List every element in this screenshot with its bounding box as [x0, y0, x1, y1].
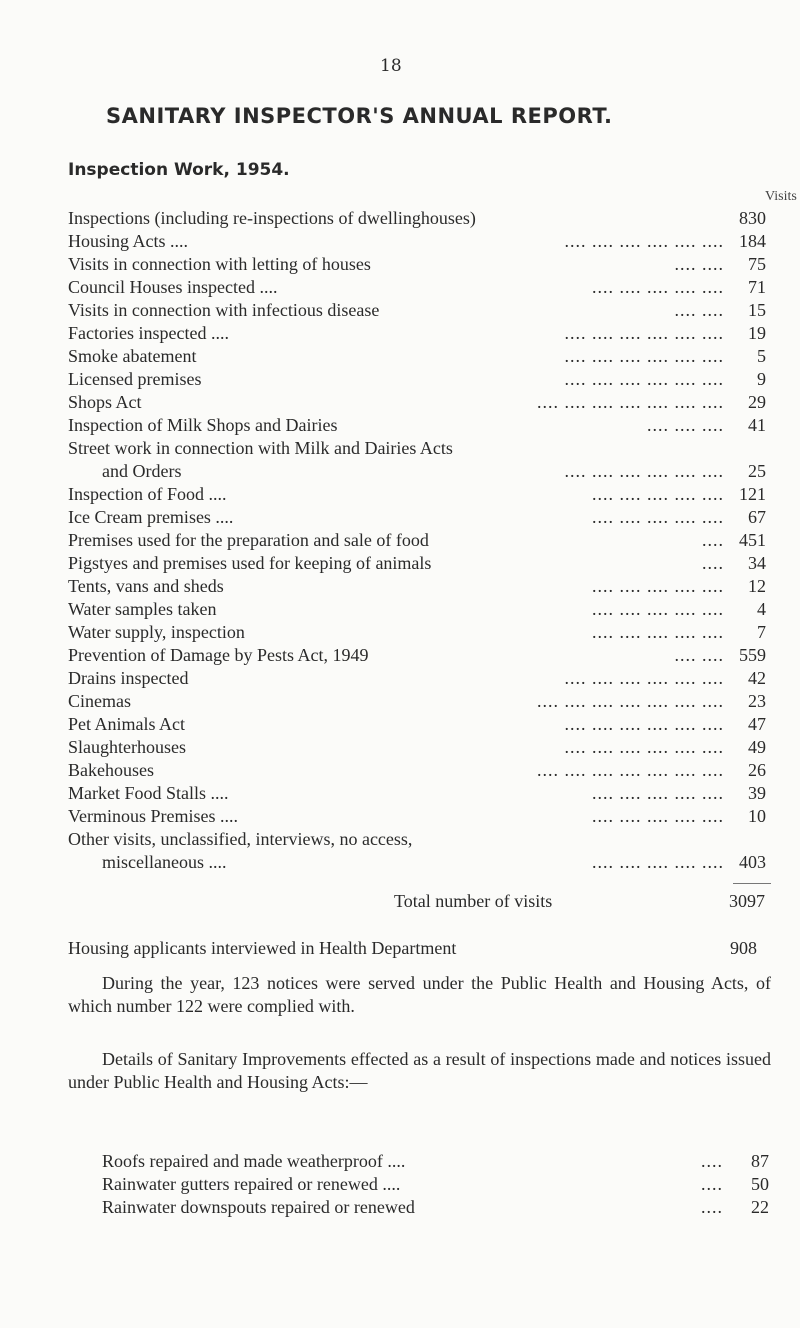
- row-value: 10: [748, 806, 766, 826]
- table-row: [68, 713, 768, 736]
- row-value: 23: [748, 691, 766, 711]
- leader-dots: .... .... .... .... ....: [592, 277, 724, 297]
- row-value: 121: [739, 484, 766, 504]
- table-row: [68, 690, 768, 713]
- table-row: [68, 276, 768, 299]
- page-number: 18: [380, 56, 402, 76]
- section-title: Inspection Work, 1954.: [68, 160, 290, 180]
- leader-dots: .... ....: [674, 645, 724, 665]
- table-row: [68, 460, 768, 483]
- row-label: Street work in connection with Milk and Dairies Acts: [68, 438, 453, 458]
- table-row: [68, 437, 768, 460]
- leader-dots: .... .... .... .... .... .... ....: [537, 760, 724, 780]
- row-value: 25: [748, 461, 766, 481]
- leader-dots: .... .... .... .... .... ....: [564, 668, 724, 688]
- row-value: 4: [757, 599, 766, 619]
- row-value: 26: [748, 760, 766, 780]
- row-label: Cinemas: [68, 691, 131, 711]
- details-paragraph: Details of Sanitary Improvements effected as a result of inspections made and notices issued under Public Health and Housing Acts:—: [68, 1049, 771, 1092]
- table-row: [68, 506, 768, 529]
- table-row: [68, 759, 768, 782]
- improvement-value: 22: [751, 1197, 769, 1217]
- leader-dots: ....: [701, 1197, 723, 1217]
- leader-dots: .... .... .... .... ....: [592, 852, 724, 872]
- table-row: [68, 414, 768, 437]
- row-value: 71: [748, 277, 766, 297]
- table-row: [68, 575, 768, 598]
- notices-paragraph: During the year, 123 notices were served under the Public Health and Housing Acts, of which number 122 were complied with.: [68, 973, 771, 1016]
- improvement-row: [102, 1196, 771, 1219]
- table-row: [68, 253, 768, 276]
- visits-column-header: Visits: [765, 189, 797, 204]
- row-value: 75: [748, 254, 766, 274]
- table-row: [68, 322, 768, 345]
- row-value: 42: [748, 668, 766, 688]
- row-label: Visits in connection with letting of houses: [68, 254, 371, 274]
- table-row: [68, 207, 768, 230]
- leader-dots: .... .... .... .... ....: [592, 783, 724, 803]
- row-label: Pigstyes and premises used for keeping of animals: [68, 553, 432, 573]
- row-value: 34: [748, 553, 766, 573]
- row-label: Verminous Premises ....: [68, 806, 238, 826]
- housing-applicants-value: 908: [730, 938, 757, 958]
- row-label: Smoke abatement: [68, 346, 197, 366]
- row-value: 19: [748, 323, 766, 343]
- row-value: 9: [757, 369, 766, 389]
- row-label: Water supply, inspection: [68, 622, 245, 642]
- row-label: Licensed premises: [68, 369, 202, 389]
- row-label: Factories inspected ....: [68, 323, 229, 343]
- improvement-value: 50: [751, 1174, 769, 1194]
- table-row: [68, 736, 768, 759]
- row-value: 559: [739, 645, 766, 665]
- improvement-row: [102, 1173, 771, 1196]
- table-row: [68, 644, 768, 667]
- total-value: 3097: [729, 891, 765, 911]
- leader-dots: .... .... .... .... ....: [592, 622, 724, 642]
- row-value: 830: [739, 208, 766, 228]
- table-row: [68, 828, 768, 851]
- row-label: Drains inspected: [68, 668, 189, 688]
- row-label: Inspection of Milk Shops and Dairies: [68, 415, 338, 435]
- row-label: Bakehouses: [68, 760, 154, 780]
- row-label: Tents, vans and sheds: [68, 576, 224, 596]
- leader-dots: .... .... .... .... ....: [592, 806, 724, 826]
- improvement-label: Rainwater gutters repaired or renewed ....: [102, 1174, 401, 1194]
- leader-dots: ....: [701, 1151, 723, 1171]
- row-label: Ice Cream premises ....: [68, 507, 234, 527]
- leader-dots: .... ....: [674, 300, 724, 320]
- row-value: 12: [748, 576, 766, 596]
- row-value: 47: [748, 714, 766, 734]
- row-value: 7: [757, 622, 766, 642]
- leader-dots: .... .... .... .... .... ....: [564, 461, 724, 481]
- leader-dots: .... .... .... .... ....: [592, 484, 724, 504]
- row-label: Shops Act: [68, 392, 142, 412]
- row-label: Inspection of Food ....: [68, 484, 227, 504]
- leader-dots: ....: [702, 530, 724, 550]
- leader-dots: ....: [701, 1174, 723, 1194]
- report-title: SANITARY INSPECTOR'S ANNUAL REPORT.: [106, 104, 613, 128]
- row-value: 15: [748, 300, 766, 320]
- row-value: 5: [757, 346, 766, 366]
- leader-dots: .... .... .... .... ....: [592, 599, 724, 619]
- leader-dots: .... .... .... .... .... ....: [564, 323, 724, 343]
- total-rule: [733, 883, 771, 884]
- row-value: 39: [748, 783, 766, 803]
- leader-dots: .... ....: [674, 254, 724, 274]
- table-row: [68, 598, 768, 621]
- table-row: [68, 667, 768, 690]
- leader-dots: .... .... .... .... .... ....: [564, 231, 724, 251]
- row-label: Prevention of Damage by Pests Act, 1949: [68, 645, 369, 665]
- row-label: Council Houses inspected ....: [68, 277, 278, 297]
- leader-dots: .... .... .... .... .... ....: [564, 346, 724, 366]
- row-value: 41: [748, 415, 766, 435]
- table-row: [68, 368, 768, 391]
- housing-applicants-label: Housing applicants interviewed in Health Department: [68, 938, 457, 958]
- improvement-label: Rainwater downspouts repaired or renewed: [102, 1197, 415, 1217]
- improvement-row: [102, 1150, 771, 1173]
- leader-dots: .... .... .... .... .... ....: [564, 369, 724, 389]
- table-row: [68, 483, 768, 506]
- row-value: 451: [739, 530, 766, 550]
- row-label: Slaughterhouses: [68, 737, 186, 757]
- table-row: [68, 552, 768, 575]
- leader-dots: .... .... .... .... .... ....: [564, 737, 724, 757]
- leader-dots: .... .... .... .... .... .... ....: [537, 691, 724, 711]
- table-row: [68, 345, 768, 368]
- table-row: [68, 299, 768, 322]
- table-row: [68, 851, 768, 874]
- row-value: 184: [739, 231, 766, 251]
- row-label: Premises used for the preparation and sale of food: [68, 530, 429, 550]
- leader-dots: .... .... .... .... .... .... ....: [537, 392, 724, 412]
- table-row: [68, 805, 768, 828]
- inspection-table: [68, 207, 768, 874]
- table-row: [68, 621, 768, 644]
- table-row: [68, 391, 768, 414]
- leader-dots: .... .... .... .... ....: [592, 576, 724, 596]
- improvement-label: Roofs repaired and made weatherproof ....: [102, 1151, 406, 1171]
- row-label: Inspections (including re-inspections of dwellinghouses): [68, 208, 476, 228]
- row-label: Market Food Stalls ....: [68, 783, 229, 803]
- leader-dots: .... .... ....: [647, 415, 724, 435]
- total-label: Total number of visits: [394, 891, 553, 911]
- row-label: and Orders: [102, 461, 182, 481]
- row-label: Other visits, unclassified, interviews, no access,: [68, 829, 413, 849]
- table-row: [68, 230, 768, 253]
- leader-dots: ....: [702, 553, 724, 573]
- row-value: 29: [748, 392, 766, 412]
- row-value: 49: [748, 737, 766, 757]
- leader-dots: .... .... .... .... .... ....: [564, 714, 724, 734]
- row-label: Water samples taken: [68, 599, 217, 619]
- row-label: miscellaneous ....: [102, 852, 227, 872]
- row-value: 67: [748, 507, 766, 527]
- row-label: Visits in connection with infectious disease: [68, 300, 380, 320]
- improvement-value: 87: [751, 1151, 769, 1171]
- table-row: [68, 782, 768, 805]
- table-row: [68, 529, 768, 552]
- row-label: Housing Acts ....: [68, 231, 189, 251]
- row-value: 403: [739, 852, 766, 872]
- row-label: Pet Animals Act: [68, 714, 185, 734]
- leader-dots: .... .... .... .... ....: [592, 507, 724, 527]
